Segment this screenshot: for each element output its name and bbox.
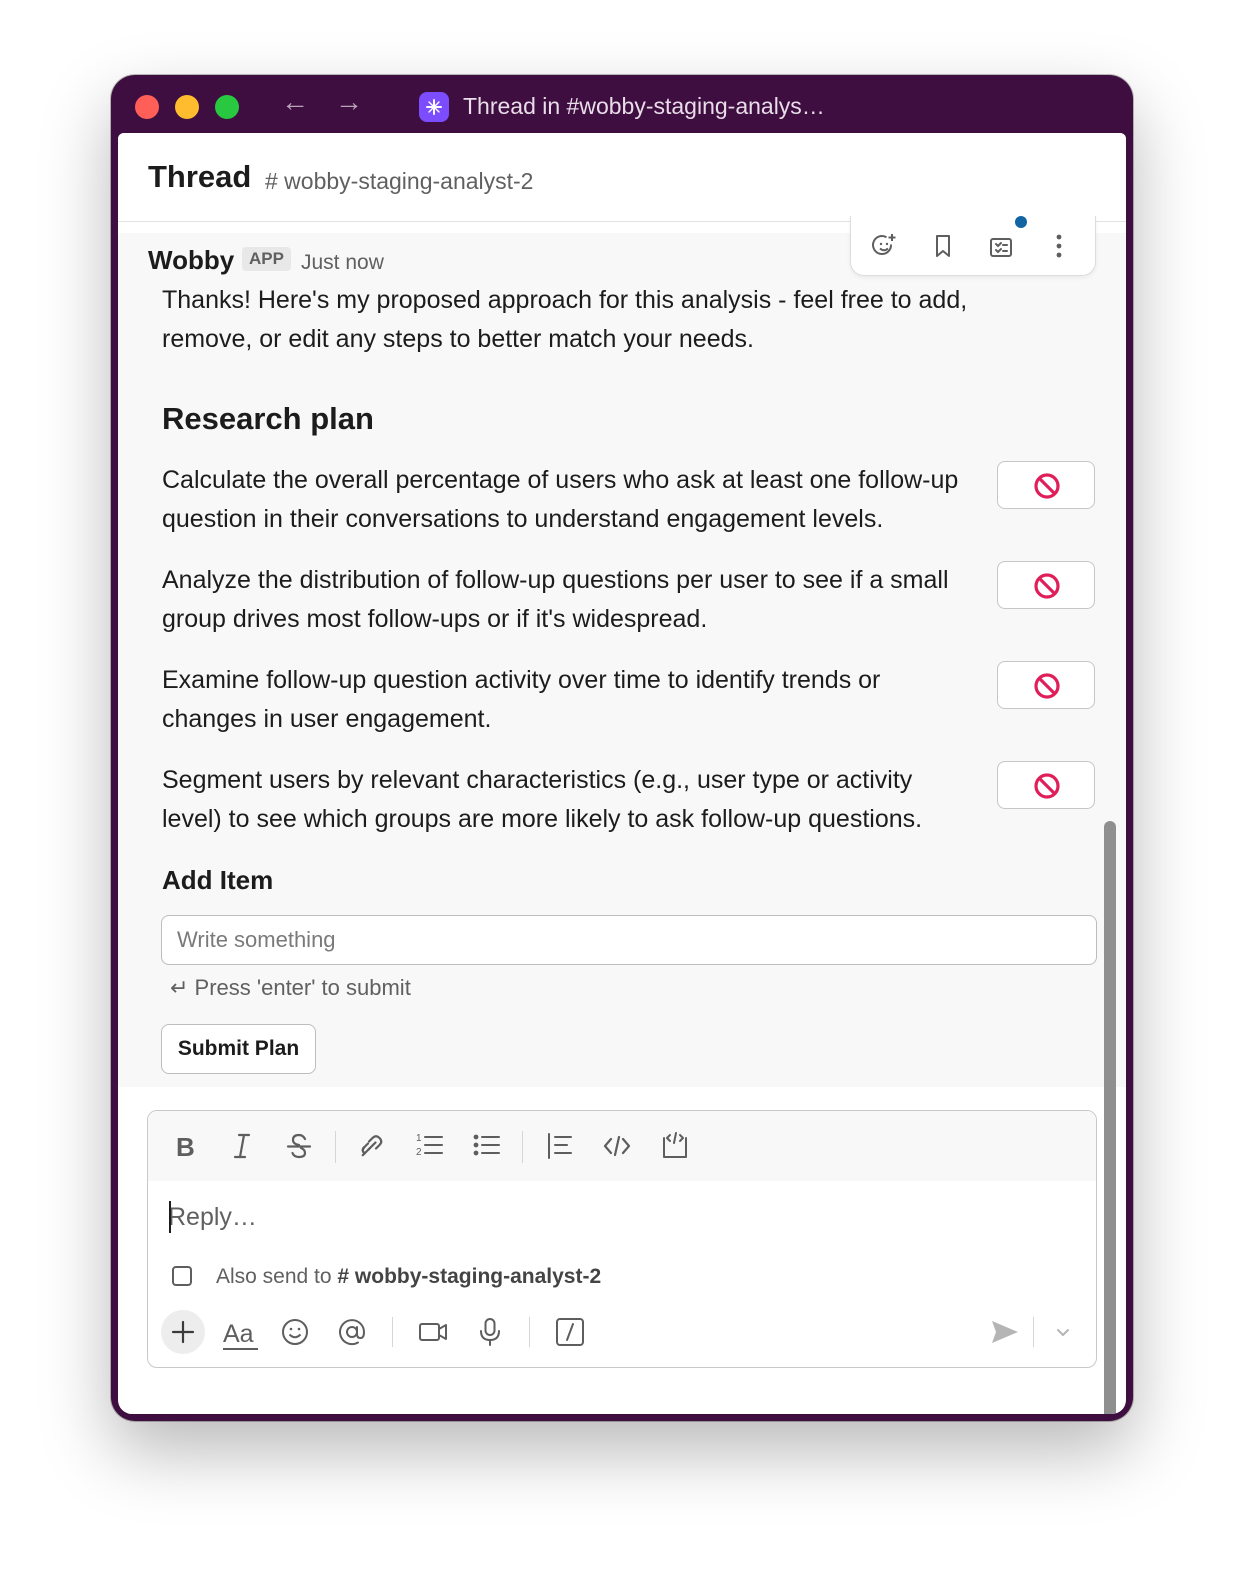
- svg-text:2: 2: [416, 1147, 422, 1158]
- message: [118, 233, 1126, 1087]
- remove-item-button[interactable]: [997, 661, 1095, 709]
- microphone-icon[interactable]: [468, 1310, 512, 1354]
- ordered-list-icon[interactable]: [409, 1126, 449, 1166]
- wobby-logo-icon: [419, 92, 449, 122]
- notification-dot: [1015, 216, 1027, 228]
- page-title: Thread: [148, 159, 252, 194]
- back-arrow-icon[interactable]: ←: [281, 86, 309, 117]
- bulleted-list-icon[interactable]: [467, 1126, 507, 1166]
- svg-text:1: 1: [416, 1133, 422, 1144]
- emoji-icon[interactable]: [273, 1310, 317, 1354]
- scrollbar[interactable]: [1104, 821, 1116, 1414]
- reply-composer: [147, 1110, 1097, 1368]
- plan-item: Examine follow-up question activity over time to identify trends or changes in user engagement.: [162, 666, 881, 733]
- code-block-icon[interactable]: [655, 1126, 695, 1166]
- also-send-checkbox[interactable]: [172, 1266, 192, 1286]
- send-icon[interactable]: [983, 1310, 1027, 1354]
- app-window: [111, 75, 1133, 1421]
- more-actions-icon[interactable]: [1039, 226, 1079, 266]
- toolbar-divider: [335, 1131, 336, 1163]
- add-item-input[interactable]: [161, 915, 1097, 965]
- window-tab-title: Thread in #wobby-staging-analys…: [463, 93, 825, 119]
- submit-hint: ↵ Press 'enter' to submit: [170, 975, 411, 1000]
- formatting-toolbar: [148, 1111, 1096, 1181]
- plus-icon[interactable]: [161, 1310, 205, 1354]
- thread-header: [118, 133, 1126, 222]
- remove-item-button[interactable]: [997, 761, 1095, 809]
- italic-icon[interactable]: [222, 1126, 262, 1166]
- video-icon[interactable]: [411, 1310, 455, 1354]
- plan-item: Segment users by relevant characteristics (e.g., user type or activity level) to see which groups are more likely to ask follow-up questions.: [162, 766, 923, 833]
- thread-panel: [118, 133, 1126, 1414]
- mention-icon[interactable]: [330, 1310, 374, 1354]
- code-icon[interactable]: [597, 1126, 637, 1166]
- remove-item-button[interactable]: [997, 561, 1095, 609]
- message-actions-bar: [850, 216, 1096, 276]
- zoom-window-button[interactable]: [215, 95, 239, 119]
- plan-heading: Research plan: [162, 401, 374, 436]
- no-entry-icon: [1033, 772, 1061, 800]
- text-caret: [169, 1201, 171, 1233]
- also-send-text: Also send to: [216, 1265, 332, 1288]
- formatting-label: Aa: [223, 1320, 254, 1348]
- minimize-window-button[interactable]: [175, 95, 199, 119]
- message-timestamp[interactable]: Just now: [301, 251, 384, 274]
- no-entry-icon: [1033, 572, 1061, 600]
- bookmark-icon[interactable]: [923, 226, 963, 266]
- channel-link[interactable]: # wobby-staging-analyst-2: [265, 168, 534, 194]
- message-text: Thanks! Here's my proposed approach for this analysis - feel free to add, remove, or edit any steps to better match your needs.: [162, 286, 968, 353]
- submit-plan-button[interactable]: Submit Plan: [161, 1024, 316, 1074]
- no-entry-icon: [1033, 672, 1061, 700]
- also-send-label[interactable]: [216, 1264, 601, 1290]
- also-send-channel: # wobby-staging-analyst-2: [337, 1265, 602, 1288]
- formatting-icon[interactable]: [216, 1310, 260, 1354]
- add-reaction-icon[interactable]: [865, 226, 905, 266]
- app-badge: APP: [242, 247, 291, 271]
- svg-text:B: B: [176, 1132, 195, 1162]
- reply-input[interactable]: [168, 1197, 1068, 1237]
- composer-bottom-toolbar: [148, 1307, 1096, 1357]
- add-item-label: Add Item: [162, 865, 274, 895]
- close-window-button[interactable]: [135, 95, 159, 119]
- remove-item-button[interactable]: [997, 461, 1095, 509]
- toolbar-divider: [392, 1317, 393, 1347]
- title-bar: [111, 75, 1133, 133]
- sender-name[interactable]: Wobby: [148, 245, 235, 275]
- chevron-down-icon[interactable]: [1041, 1310, 1085, 1354]
- plan-item: Calculate the overall percentage of users who ask at least one follow-up question in their conversations to understand engagement levels.: [162, 466, 959, 533]
- bold-icon[interactable]: [164, 1126, 204, 1166]
- toolbar-divider: [522, 1131, 523, 1163]
- forward-arrow-icon[interactable]: →: [335, 86, 363, 117]
- toolbar-divider: [1033, 1317, 1034, 1347]
- slash-command-icon[interactable]: [548, 1310, 592, 1354]
- toolbar-divider: [529, 1317, 530, 1347]
- strikethrough-icon[interactable]: [279, 1126, 319, 1166]
- forward-message-icon[interactable]: [981, 226, 1021, 266]
- plan-item: Analyze the distribution of follow-up questions per user to see if a small group drives most follow-ups or if it's widespread.: [162, 566, 949, 633]
- no-entry-icon: [1033, 472, 1061, 500]
- link-icon[interactable]: [352, 1126, 392, 1166]
- blockquote-icon[interactable]: [539, 1126, 579, 1166]
